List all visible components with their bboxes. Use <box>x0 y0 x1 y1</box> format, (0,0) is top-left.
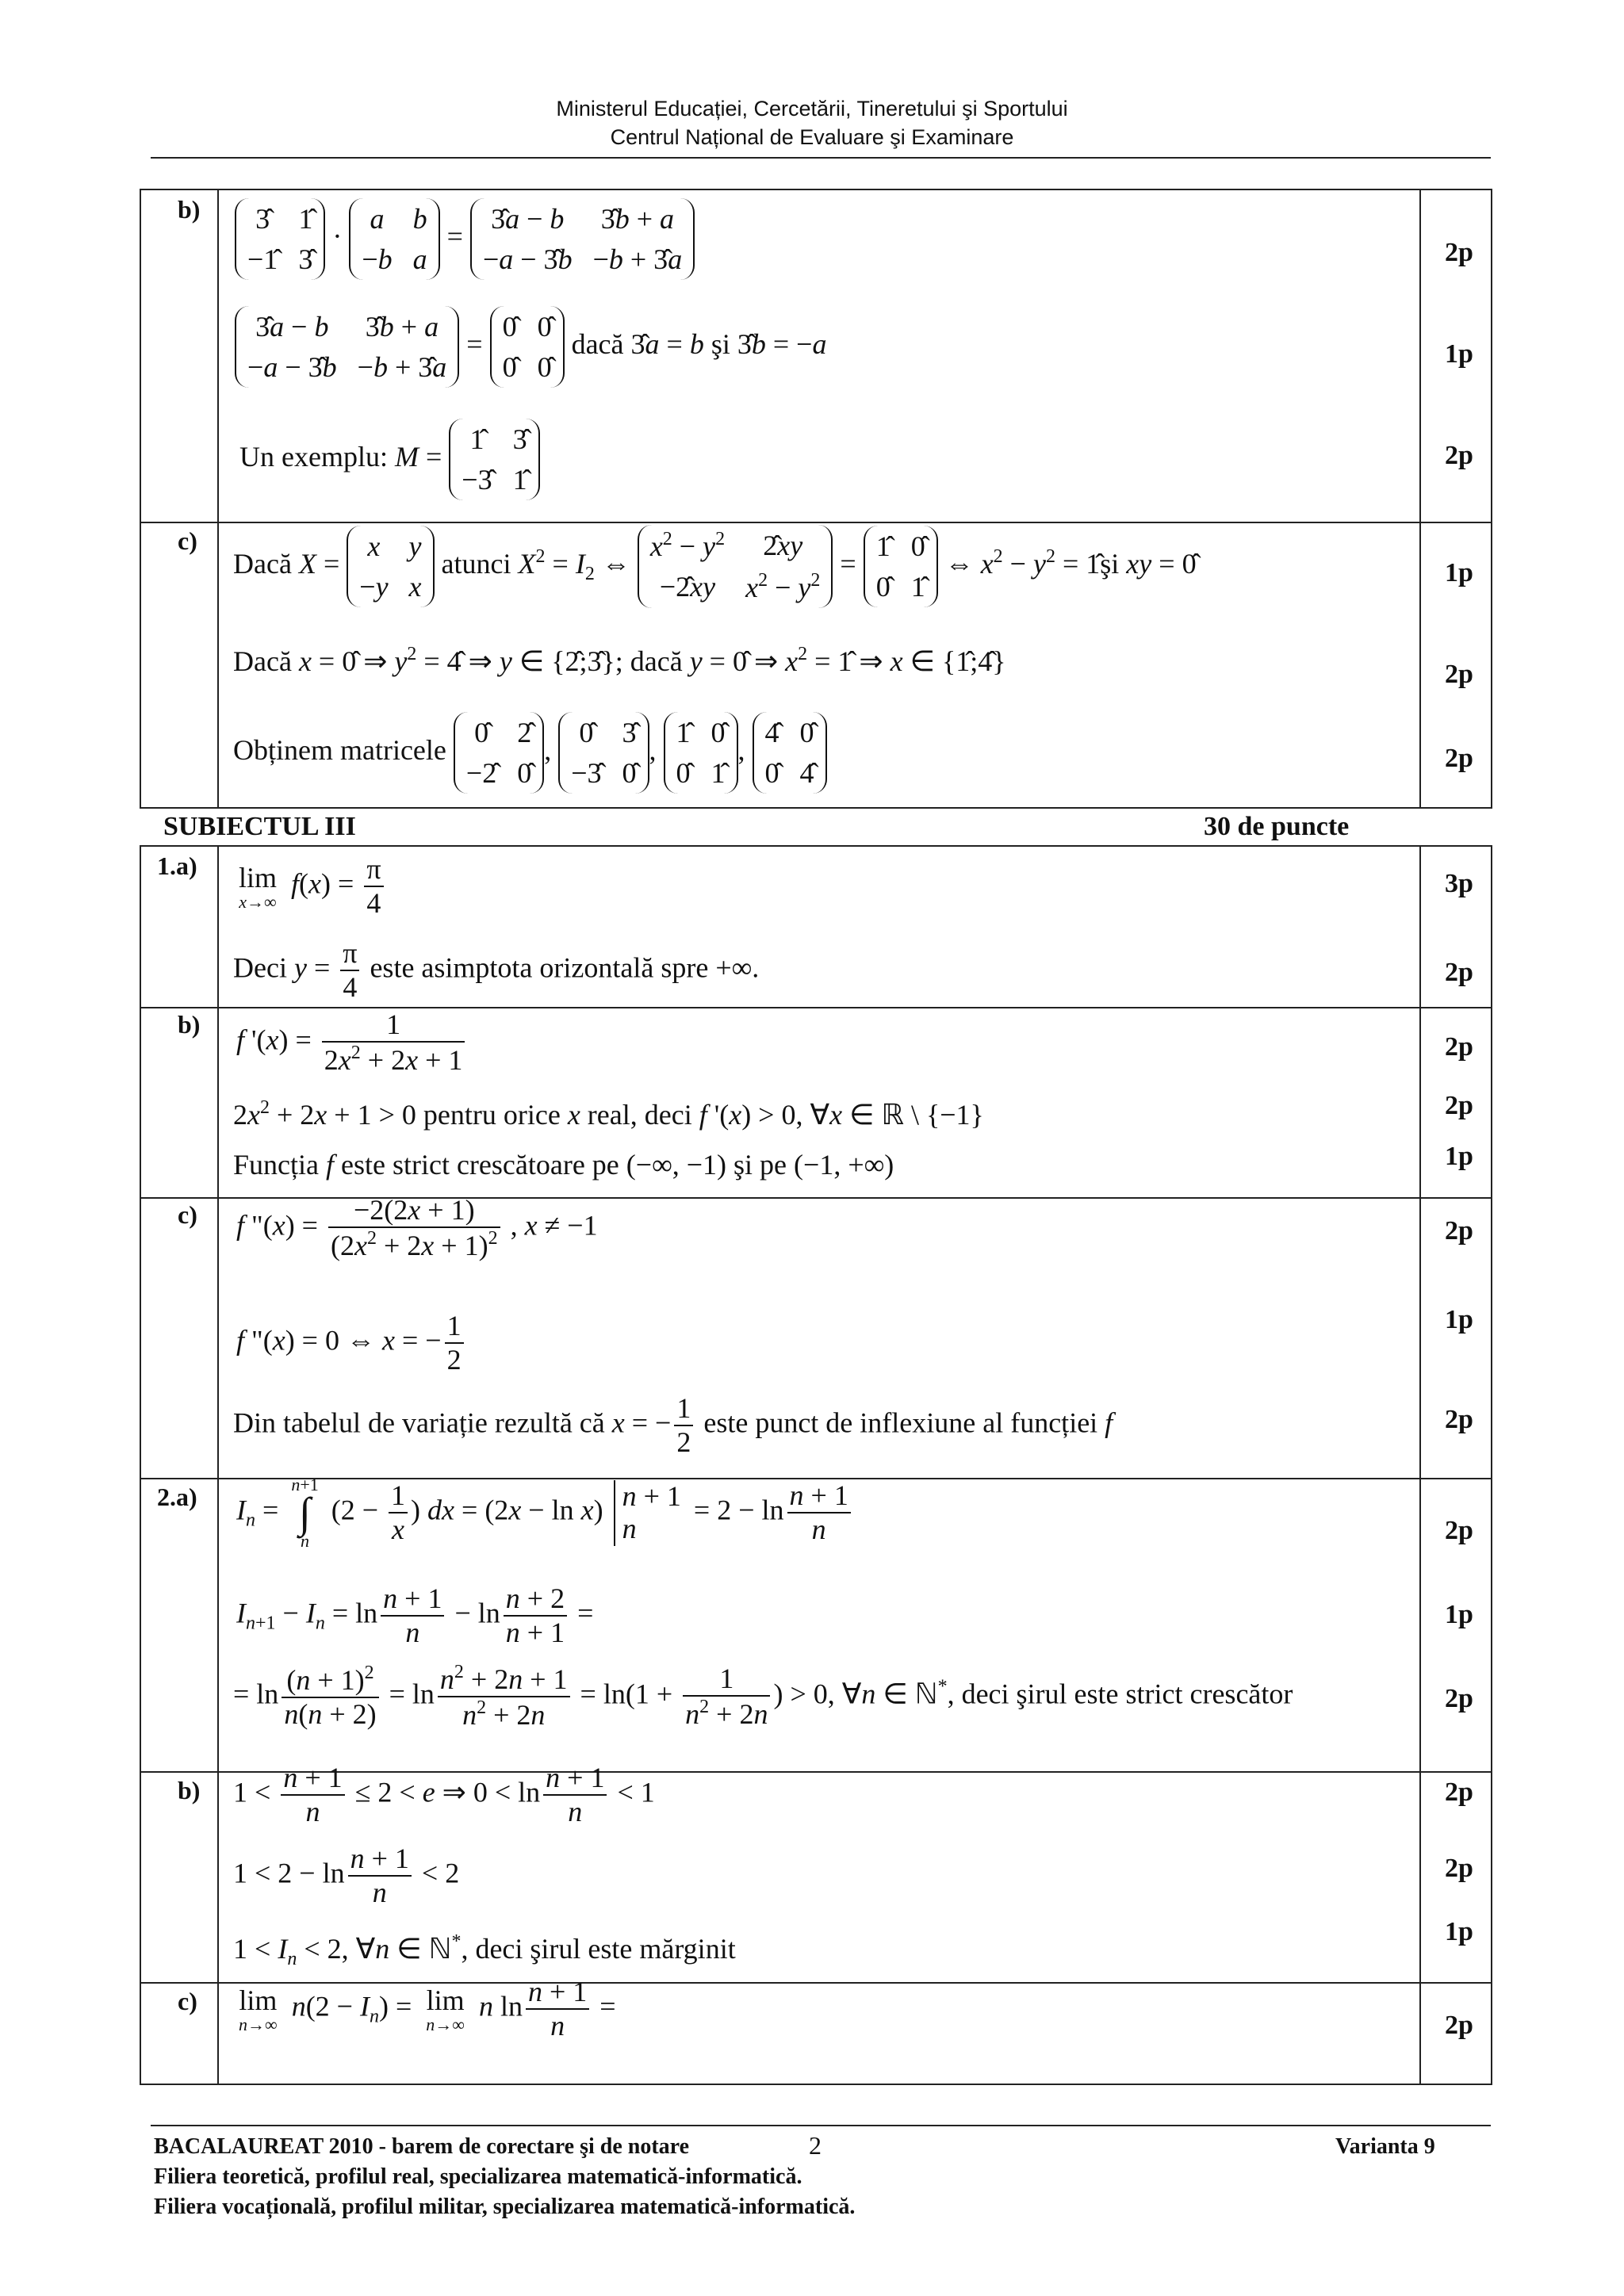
second-derivative: f "(x) = $\frac{-2(2x + 1)}{(2x^2 + 2x + 1)^2}$ , x ≠ −1 <box>236 1194 598 1262</box>
difference-expression: $I_{n+1} - I_n = \ln$ $\frac{n + 1}{n}$ − ln $\frac{n + 2}{n + 1}$ = <box>236 1582 594 1649</box>
points: 2p <box>1445 238 1473 267</box>
part-c-label: c) <box>178 526 197 555</box>
points: 2p <box>1445 441 1473 470</box>
section-score: 30 de puncte <box>1204 812 1350 841</box>
derivative-expression: f '(x) = $\frac{1}{2x^2 + 2x + 1}$ <box>236 1008 468 1077</box>
points: 2p <box>1445 1777 1473 1807</box>
points: 2p <box>1445 744 1473 773</box>
points: 1p <box>1445 339 1473 369</box>
points: 1p <box>1445 1142 1473 1171</box>
q1c-label: c) <box>178 1200 197 1229</box>
inflexion-statement: Din tabelul de variație rezultă că x = − $\frac{1}{2}$ este punct de inflexiune al funcției f <box>233 1392 1113 1459</box>
points: 2p <box>1445 1216 1473 1246</box>
header-rule <box>151 157 1491 159</box>
q1b-label: b) <box>178 1010 201 1039</box>
footer-title: BACALAUREAT 2010 - barem de corectare şi de notare <box>154 2134 690 2159</box>
points: 2p <box>1445 2011 1473 2040</box>
points: 2p <box>1445 1854 1473 1883</box>
center-title: Centrul Național de Evaluare şi Examinare <box>610 125 1014 149</box>
footer-line-3: Filiera vocațională, profilul militar, specializarea matematică-informatică. <box>154 2195 856 2219</box>
q2b-label: b) <box>178 1776 201 1804</box>
asymptote-statement: Deci y = $\frac{\pi}{4}$ este asimptota orizontală spre +∞. <box>233 937 760 1004</box>
section-title: SUBIECTUL III <box>163 812 356 841</box>
points: 1p <box>1445 1305 1473 1334</box>
inflexion-equation: f "(x) = 0 ⇔ x = − $\frac{1}{2}$ <box>236 1310 467 1377</box>
solutions-line: Dacă x = 0̂ ⇒ $y^2$ = 4̂ ⇒ y ∈ {2̂;3̂}; dacă y = 0̂ ⇒ $x^2$ = 1̂ ⇒ x ∈ {1̂;4̂} <box>233 644 1006 677</box>
points: 1p <box>1445 1600 1473 1629</box>
points: 1p <box>1445 1917 1473 1946</box>
points: 2p <box>1445 660 1473 689</box>
points: 1p <box>1445 558 1473 587</box>
matrix-product-eq: 3̂ 1̂ −1̂ 3̂ · a b −b a = 3̂a − b 3̂b + a −a − 3̂b −b + 3̂a <box>235 198 695 280</box>
positivity-statement: $2x^2 + 2x + 1 > 0$ pentru orice x real, deci f '(x) > 0, ∀x ∈ ℝ \ {−1} <box>233 1097 984 1131</box>
limit-sequence: lim n→∞ $n(2 - I_n)$ = lim n→∞ n ln $\frac{n + 1}{n}$ = <box>239 1976 616 2042</box>
example-matrix: Un exemplu: M = 1̂ 3̂ −3̂ 1̂ <box>239 419 540 500</box>
q1a-label: 1.a) <box>157 851 197 880</box>
points: 3p <box>1445 869 1473 898</box>
monotonicity-statement: Funcția f este strict crescătoare pe (−∞, −1) şi pe (−1, +∞) <box>233 1149 894 1181</box>
bound-inequality: 1 < $\frac{n + 1}{n}$ ≤ 2 < e ⇒ 0 < ln $\frac{n + 1}{n}$ < 1 <box>233 1762 655 1828</box>
q2c-label: c) <box>178 1987 197 2015</box>
integral-expression: $I_n$ = n+1 ∫ n (2 − $\frac{1}{x}$ ) dx = (2x − ln x) n + 1 n = 2 − ln $\frac{n + 1}{n}$ <box>236 1476 854 1550</box>
part-b-label: b) <box>178 195 201 224</box>
points: 2p <box>1445 1032 1473 1062</box>
footer-line-2: Filiera teoretică, profilul real, specializarea matematică-informatică. <box>154 2164 802 2189</box>
points: 2p <box>1445 1091 1473 1120</box>
points: 2p <box>1445 1516 1473 1545</box>
matrix-square-eq: Dacă X = x y −y x atunci $X^2 = I_2$ ⇔ $x^2 - y^2$ 2̂xy −2̂xy $x^2 - y^2$ = 1̂ 0̂ 0̂ 1̂ ⇔ $x^2 - y^2$ = 1̂şi xy = 0̂ <box>233 525 1197 608</box>
variant-label: Varianta 9 <box>1335 2134 1435 2159</box>
page-number: 2 <box>809 2131 822 2160</box>
bounded-statement: $1 < I_n < 2$, ∀n ∈ ℕ*, deci şirul este mărginit <box>233 1931 736 1969</box>
limit-expression: lim x→∞ f(x) = $\frac{\pi}{4}$ <box>236 853 387 920</box>
matrix-zero-eq: 3̂a − b 3̂b + a −a − 3̂b −b + 3̂a = 0̂ 0̂ 0̂ 0̂ dacă 3̂a = b şi 3̂b = −a <box>235 306 826 388</box>
bound-inequality-2: 1 < 2 − ln $\frac{n + 1}{n}$ < 2 <box>233 1843 460 1909</box>
points: 2p <box>1445 958 1473 987</box>
result-matrices: Obținem matricele 0̂ 2̂ −2̂ 0̂ , 0̂ 3̂ −3̂ 0̂ , 1̂ 0̂ 0̂ 1̂ , 4̂ 0̂ 0̂ 4̂ <box>233 712 827 794</box>
q2a-label: 2.a) <box>157 1483 197 1511</box>
points: 2p <box>1445 1405 1473 1434</box>
ministry-title: Ministerul Educației, Cercetării, Tineretului şi Sportului <box>556 97 1068 121</box>
monotonic-sequence: = ln $\frac{(n + 1)^2}{n(n + 2)}$ = ln $\frac{n^2 + 2n + 1}{n^2 + 2n}$ = ln(1 + $\frac{1}{n^2 + 2n}$ ) > 0, ∀n ∈ ℕ*, deci şirul este strict crescător <box>233 1662 1293 1732</box>
footer-rule <box>151 2125 1491 2126</box>
points: 2p <box>1445 1684 1473 1713</box>
